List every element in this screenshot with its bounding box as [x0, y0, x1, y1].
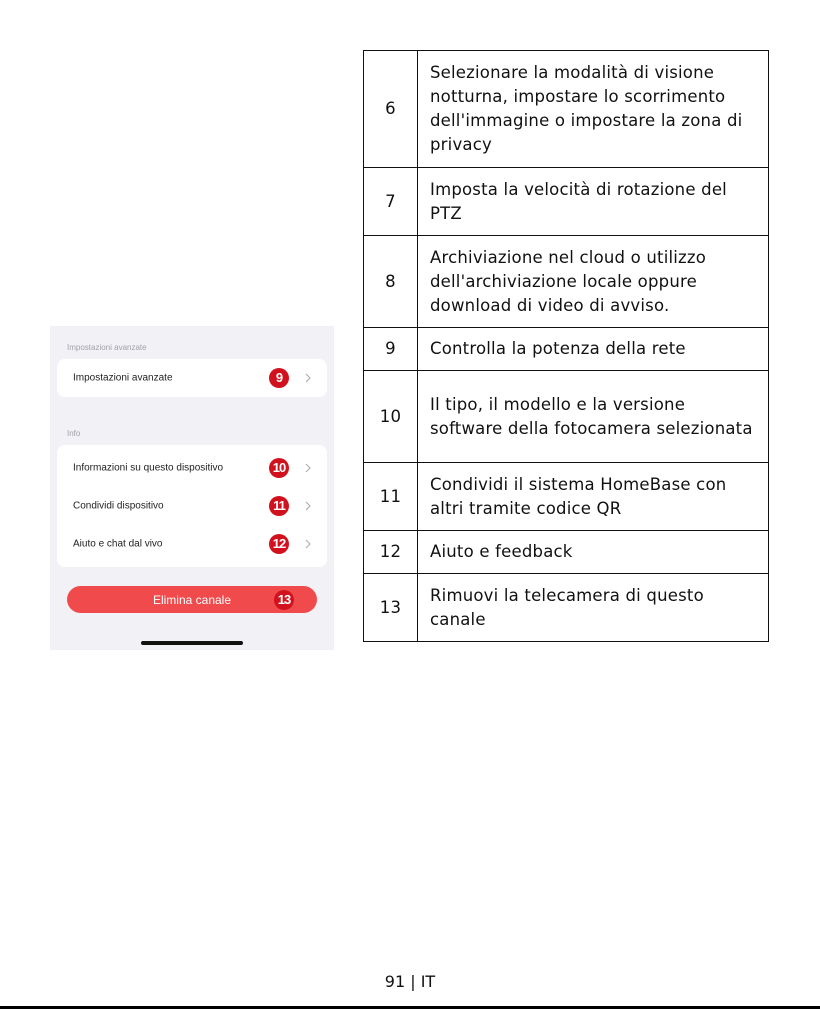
row-number: 13 — [364, 574, 418, 642]
table-row — [364, 236, 769, 328]
row-number: 11 — [364, 463, 418, 531]
row-number: 10 — [364, 371, 418, 463]
table-row — [364, 531, 769, 574]
callout-badge: 9 — [269, 368, 289, 388]
row-device-info[interactable] — [57, 449, 327, 487]
info-card — [57, 445, 327, 567]
app-settings-screenshot — [50, 326, 334, 650]
row-label: Aiuto e chat dal vivo — [73, 538, 163, 550]
callout-badge: 12 — [269, 534, 289, 554]
row-description: Il tipo, il modello e la versione software della fotocamera selezionata — [418, 371, 769, 463]
delete-channel-label: Elimina canale — [152, 592, 232, 607]
row-description: Imposta la velocità di rotazione del PTZ — [418, 168, 769, 236]
home-indicator — [141, 641, 243, 645]
table-row — [364, 574, 769, 642]
chevron-right-icon — [303, 500, 313, 512]
advanced-settings-card — [57, 359, 327, 397]
page-number: 91 | IT — [384, 972, 436, 991]
callout-badge: 10 — [269, 458, 289, 478]
row-advanced-settings[interactable] — [57, 359, 327, 397]
row-number: 8 — [364, 236, 418, 328]
row-number: 12 — [364, 531, 418, 574]
row-help-chat[interactable] — [57, 525, 327, 563]
table-row — [364, 168, 769, 236]
row-label: Impostazioni avanzate — [73, 372, 173, 384]
row-description: Selezionare la modalità di visione notturna, impostare lo scorrimento dell'immagine o impostare la zona di privacy — [418, 51, 769, 168]
row-description: Archiviazione nel cloud o utilizzo dell'archiviazione locale oppure download di video di avviso. — [418, 236, 769, 328]
table-row — [364, 51, 769, 168]
chevron-right-icon — [303, 372, 313, 384]
table-row — [364, 328, 769, 371]
row-number: 6 — [364, 51, 418, 168]
table-row — [364, 371, 769, 463]
row-number: 9 — [364, 328, 418, 371]
section-label-info: Info — [67, 429, 81, 438]
chevron-right-icon — [303, 538, 313, 550]
row-label: Informazioni su questo dispositivo — [73, 462, 224, 474]
chevron-right-icon — [303, 462, 313, 474]
row-description: Controlla la potenza della rete — [418, 328, 769, 371]
callout-badge: 13 — [274, 590, 294, 610]
delete-channel-button[interactable] — [67, 586, 317, 613]
table-row — [364, 463, 769, 531]
callout-badge: 11 — [269, 496, 289, 516]
section-label-advanced: Impostazioni avanzate — [67, 343, 147, 352]
row-description: Rimuovi la telecamera di questo canale — [418, 574, 769, 642]
row-number: 7 — [364, 168, 418, 236]
row-description: Condividi il sistema HomeBase con altri tramite codice QR — [418, 463, 769, 531]
row-label: Condividi dispositivo — [73, 500, 164, 512]
callout-legend-table — [363, 50, 769, 642]
row-description: Aiuto e feedback — [418, 531, 769, 574]
row-share-device[interactable] — [57, 487, 327, 525]
